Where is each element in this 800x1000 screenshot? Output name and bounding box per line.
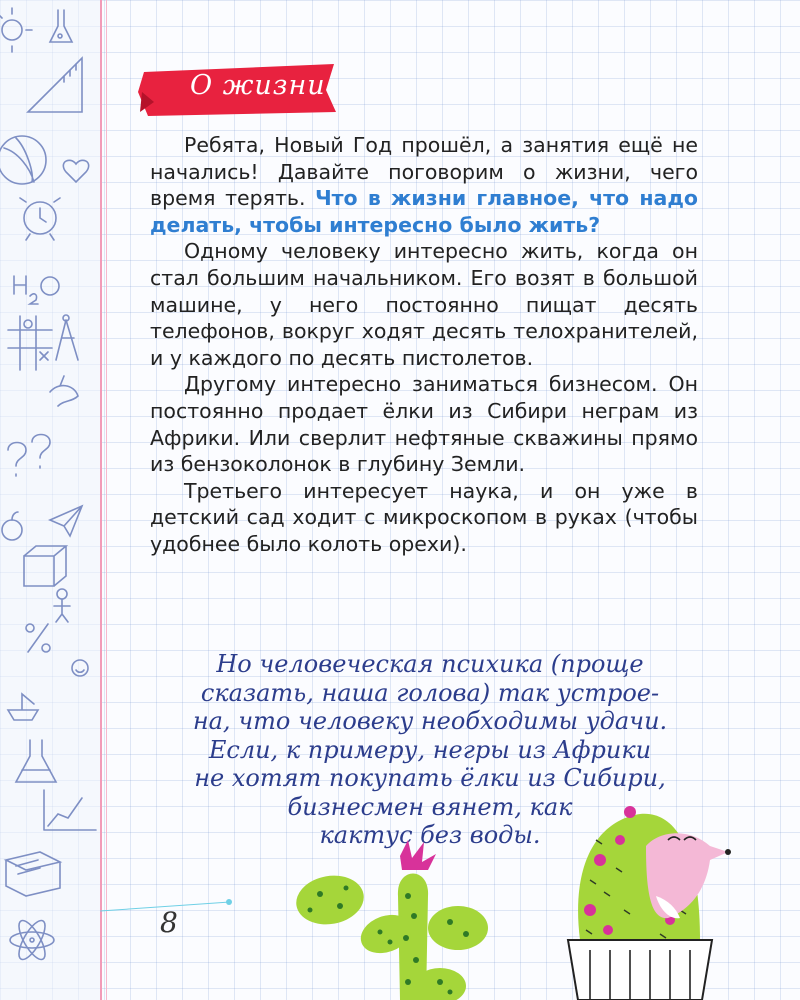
paper-plane-doodle-icon bbox=[50, 506, 82, 536]
ball-doodle-icon bbox=[0, 136, 46, 184]
alarm-clock-doodle-icon bbox=[20, 198, 60, 240]
cactus-illustration-icon bbox=[290, 836, 500, 1000]
handwritten-line: сказать, наша голова) так устрое- bbox=[200, 678, 660, 707]
h2o-doodle-icon bbox=[14, 276, 59, 304]
sun-doodle-icon bbox=[0, 8, 32, 52]
handwritten-line: Но человеческая психика (проще bbox=[216, 650, 644, 678]
atom-doodle-icon bbox=[10, 917, 54, 963]
boat-doodle-icon bbox=[8, 694, 38, 720]
paragraph-1-text: Ребята, Новый Год прошёл, а занятия ещё не начались! Давайте поговорим о жизни, чего время терять. bbox=[150, 133, 698, 211]
smiley-doodle-icon bbox=[72, 660, 88, 676]
handwritten-line: кактус без воды. bbox=[319, 821, 541, 849]
hedgehog-cactus-illustration-icon bbox=[560, 800, 740, 1000]
paragraph-3: Другому интересно заниматься бизнесом. Он постоянно продает ёлки из Сибири неграм из Африки. Или сверлит нефтяные скважины прямо из бензоколонок в глубину Земли. bbox=[150, 372, 698, 477]
triangle-ruler-doodle-icon bbox=[28, 58, 82, 112]
handwritten-line: на, что человеку необходимы удачи. bbox=[192, 707, 668, 735]
percent-doodle-icon bbox=[26, 624, 50, 652]
unicorn-doodle-icon bbox=[50, 376, 78, 406]
book-doodle-icon bbox=[6, 852, 60, 896]
beaker-doodle-icon bbox=[16, 740, 56, 782]
paragraph-1 bbox=[150, 132, 698, 238]
page-number: 8 bbox=[160, 906, 178, 939]
flask-doodle-icon bbox=[50, 10, 72, 42]
section-title: О жизни bbox=[190, 70, 326, 101]
paragraph-2: Одному человеку интересно жить, когда он стал большим начальником. Его возят в большой машине, у него постоянно пищат десять телефонов, вокруг ходят десять телохранителей, и у каждого по десять пистолетов. bbox=[150, 239, 698, 370]
body-text bbox=[150, 132, 698, 558]
margin-line bbox=[100, 0, 102, 1000]
compass-doodle-icon bbox=[56, 315, 78, 360]
margin-doodles bbox=[0, 0, 100, 1000]
paragraph-4: Третьего интересует наука, и он уже в детский сад ходит с микроскопом в руках (чтобы удобнее было колоть орехи). bbox=[150, 478, 698, 556]
heart-doodle-icon bbox=[63, 160, 88, 182]
handwritten-line: Если, к примеру, негры из Африки bbox=[208, 735, 652, 764]
stick-figure-doodle-icon bbox=[54, 589, 70, 622]
handwritten-line: бизнесмен вянет, как bbox=[287, 792, 573, 821]
graph-doodle-icon bbox=[44, 790, 96, 830]
handwritten-line: не хотят покупать ёлки из Сибири, bbox=[194, 764, 666, 792]
page-number-dot bbox=[226, 899, 232, 905]
question-marks-doodle-icon bbox=[8, 435, 50, 477]
margin-line-inner bbox=[106, 0, 107, 1000]
tic-tac-toe-doodle-icon bbox=[8, 316, 52, 370]
cube-doodle-icon bbox=[24, 546, 66, 586]
highlighted-question: Что в жизни главное, что надо делать, чтобы интересно было жить? bbox=[150, 186, 698, 237]
apple-doodle-icon bbox=[2, 512, 22, 540]
